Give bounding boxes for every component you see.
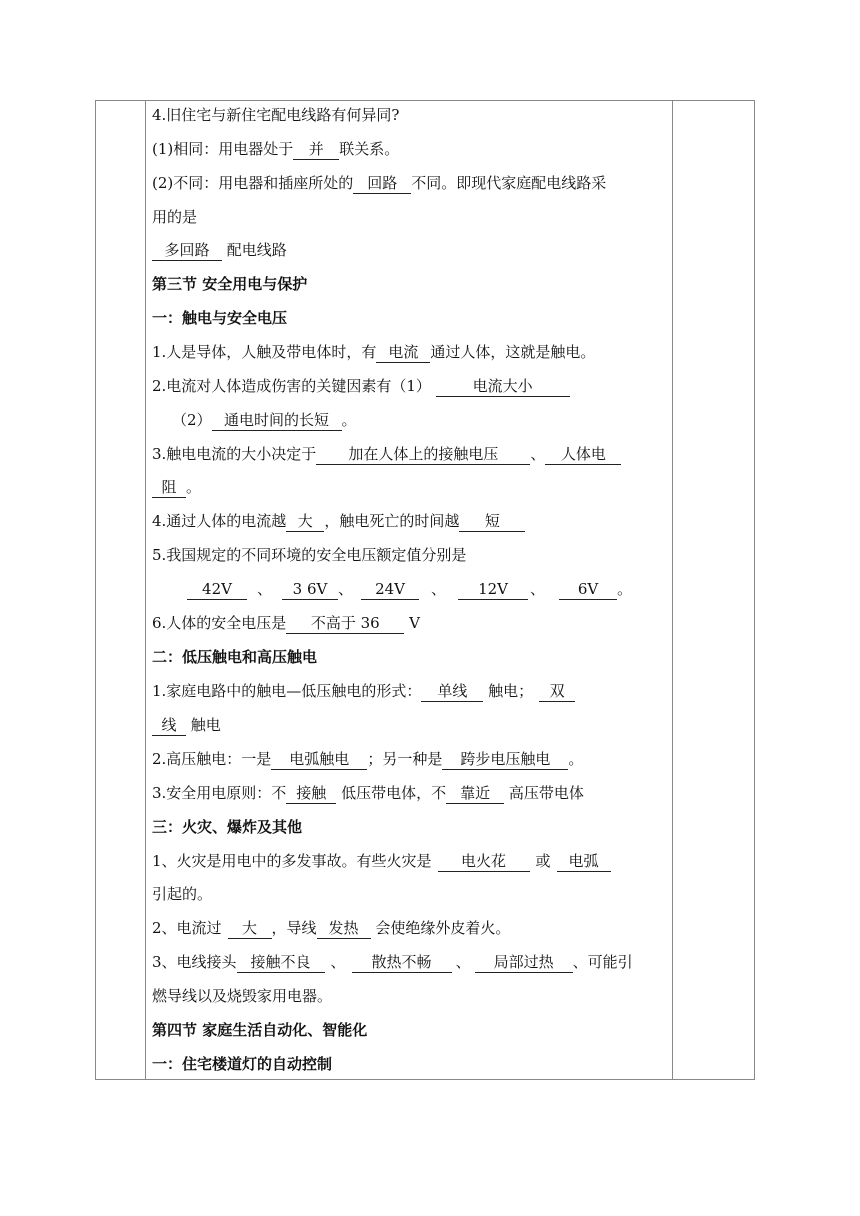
item-3-1-4	[152, 511, 525, 532]
static-text: 3.安全用电原则：不	[152, 784, 287, 802]
item-3-2-1	[152, 681, 575, 702]
answer-blank: 24V	[361, 580, 419, 600]
section-4-title: 第四节 家庭生活自动化、智能化	[152, 1021, 368, 1039]
answer-blank: 电火花	[438, 852, 530, 872]
answer-blank: 阻	[152, 478, 186, 498]
answer-blank: 人体电	[545, 445, 621, 465]
answer-blank: 不高于 36	[286, 614, 404, 634]
static-text: 、	[530, 580, 546, 598]
question-4-diff-line3	[152, 240, 287, 261]
static-text: 1.人是导体，人触及带电体时，有	[152, 343, 377, 361]
static-text: 、	[431, 580, 447, 598]
answer-blank: 电弧	[557, 852, 611, 872]
item-3-1-2	[152, 376, 570, 397]
item-3-1-5-values	[187, 579, 632, 600]
static-text: 、	[530, 445, 546, 463]
section-3-title: 第三节 安全用电与保护	[152, 275, 308, 293]
answer-blank: 线	[152, 716, 186, 736]
question-4-title: 4.旧住宅与新住宅配电线路有何异同?	[152, 106, 400, 124]
static-text: 、可能引	[572, 953, 633, 971]
answer-blank: 散热不畅	[352, 953, 452, 973]
static-text: （2）	[172, 411, 212, 429]
column-divider-right	[672, 101, 673, 1079]
answer-blank: 加在人体上的接触电压	[316, 445, 530, 465]
static-text: 、	[455, 953, 471, 971]
answer-blank: 接触	[286, 784, 336, 804]
static-text: 。	[186, 478, 202, 496]
static-text: 通过人体，这就是触电。	[430, 343, 596, 361]
item-3-2-1-line2	[152, 715, 221, 736]
answer-blank: 6V	[559, 580, 617, 600]
static-text: 、	[330, 953, 346, 971]
question-4-diff-line2: 用的是	[152, 208, 198, 226]
item-3-1-1	[152, 342, 595, 363]
answer-blank: 单线	[421, 682, 483, 702]
static-text: ，触电死亡的时间越	[324, 512, 460, 530]
answer-blank: 电弧触电	[271, 750, 367, 770]
item-3-2-2	[152, 749, 583, 770]
item-3-1-3-line2	[152, 477, 201, 498]
item-3-3-3-line2: 燃导线以及烧毁家用电器。	[152, 987, 333, 1005]
item-3-1-3	[152, 444, 621, 465]
answer-blank: 发热	[317, 919, 371, 939]
item-3-1-5: 5.我国规定的不同环境的安全电压额定值分别是	[152, 546, 467, 564]
static-text: 触电	[190, 716, 221, 734]
answer-blank: 并	[293, 140, 339, 160]
section-3-part-3-title: 三：火灾、爆炸及其他	[152, 818, 303, 836]
section-3-part-1-title: 一：触电与安全电压	[152, 309, 288, 327]
static-text: 1.家庭电路中的触电—低压触电的形式：	[152, 682, 422, 700]
static-text: (2)不同：用电器和插座所处的	[152, 174, 354, 192]
static-text: ；另一种是	[367, 750, 443, 768]
static-text: 、	[257, 580, 273, 598]
answer-blank: 12V	[458, 580, 528, 600]
static-text: 会使绝缘外皮着火。	[375, 919, 511, 937]
static-text: ，导线	[271, 919, 317, 937]
item-3-2-3	[152, 783, 584, 804]
static-text: 不同。即现代家庭配电线路采	[411, 174, 607, 192]
static-text: 2、电流过	[152, 919, 222, 937]
answer-blank: 局部过热	[475, 953, 573, 973]
answer-blank: 大	[286, 512, 324, 532]
item-3-3-3	[152, 952, 633, 973]
answer-blank: 双	[539, 682, 575, 702]
item-3-3-2	[152, 918, 510, 939]
question-4-same	[152, 139, 399, 160]
static-text: 。	[617, 580, 633, 598]
answer-blank: 多回路	[152, 241, 222, 261]
section-3-part-2-title: 二：低压触电和高压触电	[152, 648, 318, 666]
static-text: 。	[341, 411, 357, 429]
static-text: 、	[338, 580, 354, 598]
item-3-1-2-line2	[172, 410, 357, 431]
static-text: 1、火灾是用电中的多发事故。有些火灾是	[152, 852, 432, 870]
static-text: 配电线路	[226, 241, 287, 259]
answer-blank: 靠近	[446, 784, 504, 804]
column-divider-left	[145, 101, 146, 1079]
static-text: 。	[568, 750, 584, 768]
static-text: 6.人体的安全电压是	[152, 614, 287, 632]
answer-blank: 3 6V	[282, 580, 338, 600]
static-text: 3、电线接头	[152, 953, 237, 971]
static-text: 高压带电体	[508, 784, 584, 802]
static-text: 联关系。	[339, 140, 400, 158]
static-text: 或	[535, 852, 551, 870]
static-text: 2.高压触电：一是	[152, 750, 272, 768]
answer-blank: 42V	[187, 580, 247, 600]
answer-blank: 接触不良	[237, 953, 325, 973]
answer-blank: 跨步电压触电	[442, 750, 568, 770]
item-3-3-1-line2: 引起的。	[152, 885, 213, 903]
question-4-diff	[152, 173, 606, 194]
static-text: 4.通过人体的电流越	[152, 512, 287, 530]
answer-blank: 回路	[353, 174, 411, 194]
answer-blank: 电流大小	[436, 377, 570, 397]
answer-blank: 大	[228, 919, 272, 939]
static-text: 3.触电电流的大小决定于	[152, 445, 317, 463]
static-text: V	[409, 614, 420, 632]
answer-blank: 通电时间的长短	[212, 411, 342, 431]
static-text: 低压带电体，不	[341, 784, 447, 802]
item-3-1-6	[152, 613, 420, 634]
static-text: 触电；	[488, 682, 534, 700]
answer-blank: 电流	[376, 343, 430, 363]
answer-blank: 短	[459, 512, 525, 532]
static-text: (1)相同：用电器处于	[152, 140, 294, 158]
static-text: 2.电流对人体造成伤害的关键因素有（1）	[152, 377, 431, 395]
item-3-3-1	[152, 851, 611, 872]
section-4-part-1-title: 一：住宅楼道灯的自动控制	[152, 1055, 333, 1073]
